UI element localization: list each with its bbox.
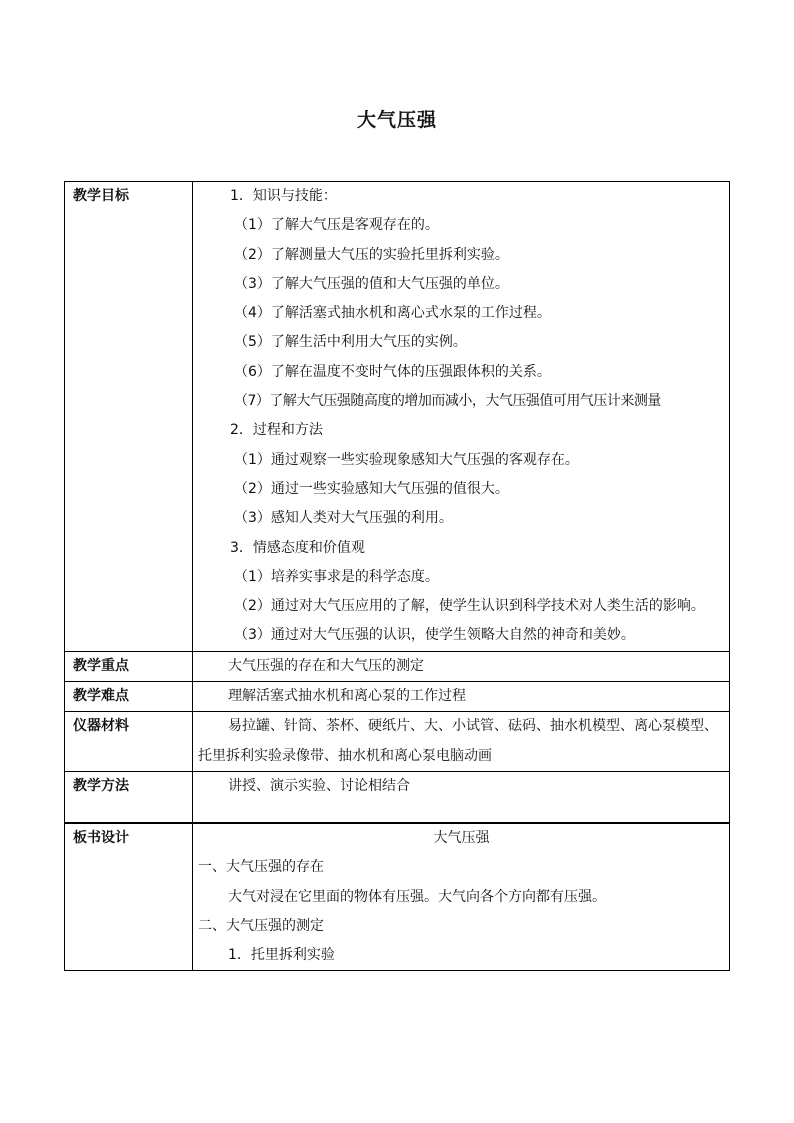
key-points-label: 教学重点: [65, 651, 193, 681]
methods-row: [65, 771, 730, 822]
difficulties-label: 教学难点: [65, 682, 193, 712]
board-heading: 大气压强: [433, 829, 490, 846]
objective-line: （6）了解在温度不变时气体的压强跟体积的关系。: [234, 363, 551, 380]
board-line: 1．托里拆利实验: [228, 947, 335, 964]
materials-row: [65, 712, 730, 772]
objective-line: （5）了解生活中利用大气压的实例。: [234, 334, 467, 351]
key-points-text: 大气压强的存在和大气压的测定: [228, 657, 424, 674]
board-line: 大气对浸在它里面的物体有压强。大气向各个方向都有压强。: [228, 888, 606, 905]
objectives-row: [65, 182, 730, 652]
objective-line: 3．情感态度和价值观: [230, 539, 365, 556]
objective-line: （2）通过对大气压应用的了解，使学生认识到科学技术对人类生活的影响。: [234, 598, 705, 615]
board-line: 一、大气压强的存在: [198, 859, 324, 876]
board-label: 板书设计: [65, 823, 193, 970]
objective-line: （1）通过观察一些实验现象感知大气压强的客观存在。: [234, 451, 579, 468]
objective-line: （1）了解大气压是客观存在的。: [234, 217, 439, 234]
methods-text: 讲授、演示实验、讨论相结合: [228, 777, 410, 794]
objective-line: （2）通过一些实验感知大气压强的值很大。: [234, 480, 509, 497]
objective-line: （2）了解测量大气压的实验托里拆利实验。: [234, 246, 509, 263]
objective-line: 1．知识与技能：: [230, 188, 337, 204]
methods-label: 教学方法: [65, 771, 193, 822]
difficulties-text: 理解活塞式抽水机和离心泵的工作过程: [228, 688, 466, 705]
board-content: [193, 823, 730, 970]
objective-line: （7）了解大气压强随高度的增加而减小，大气压强值可用气压计来测量: [234, 393, 661, 410]
objective-line: （3）通过对大气压强的认识，使学生领略大自然的神奇和美妙。: [234, 627, 635, 644]
materials-text: 易拉罐、针筒、茶杯、硬纸片、大、小试管、砝码、抽水机模型、离心泵模型、托里拆利实验录像带、抽水机和离心泵电脑动画: [198, 718, 718, 764]
board-row: [65, 823, 730, 970]
objectives-label: 教学目标: [65, 182, 193, 652]
objective-line: （3）感知人类对大气压强的利用。: [234, 510, 453, 527]
lesson-plan-table: [64, 181, 730, 971]
document-title: 大气压强: [356, 109, 437, 131]
key-points-row: [65, 651, 730, 681]
objective-line: （4）了解活塞式抽水机和离心式水泵的工作过程。: [234, 305, 551, 322]
objectives-content: [193, 182, 730, 652]
board-line: 二、大气压强的测定: [198, 917, 324, 934]
objective-line: （3）了解大气压强的值和大气压强的单位。: [234, 275, 509, 292]
objective-line: （1）培养实事求是的科学态度。: [234, 568, 439, 585]
objective-line: 2．过程和方法: [230, 422, 323, 439]
difficulties-row: [65, 682, 730, 712]
materials-label: 仪器材料: [65, 712, 193, 772]
